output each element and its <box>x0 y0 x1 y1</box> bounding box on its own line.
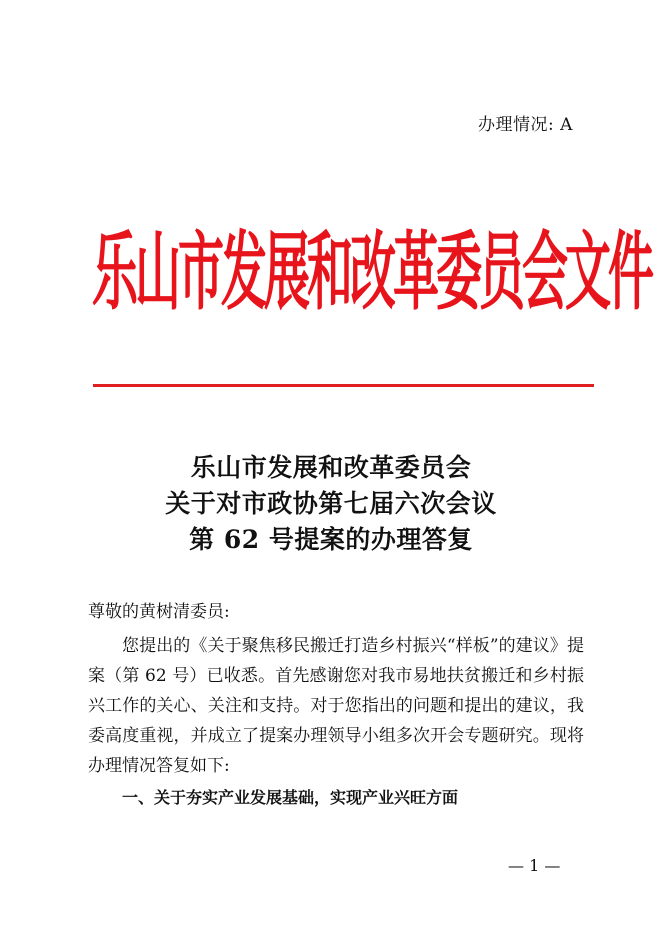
body-paragraph: 您提出的《关于聚焦移民搬迁打造乡村振兴“样板”的建议》提案（第 62 号）已收悉。首先感谢您对我市易地扶贫搬迁和乡村振兴工作的关心、关注和支持。对于您指出的问题和提出的建议，我委高度重视，并成立了提案办理领导小组多次开会专题研究。现将办理情况答复如下: <box>88 636 584 776</box>
title-line-1: 乐山市发展和改革委员会 <box>190 453 472 482</box>
document-title <box>0 450 662 558</box>
salutation: 尊敬的黄树清委员: <box>88 602 230 622</box>
masthead-divider <box>93 384 594 387</box>
title-line-2: 关于对市政协第七届六次会议 <box>165 489 497 518</box>
page-number: — 1 — <box>508 856 561 875</box>
document-body <box>88 597 584 813</box>
processing-status: 办理情况: A <box>478 115 573 135</box>
section-heading: 一、关于夯实产业发展基础，实现产业兴旺方面 <box>122 788 459 807</box>
document-masthead: 乐山市发展和改革委员会文件 <box>92 222 651 322</box>
title-line-3: 第 62 号提案的办理答复 <box>189 525 473 554</box>
